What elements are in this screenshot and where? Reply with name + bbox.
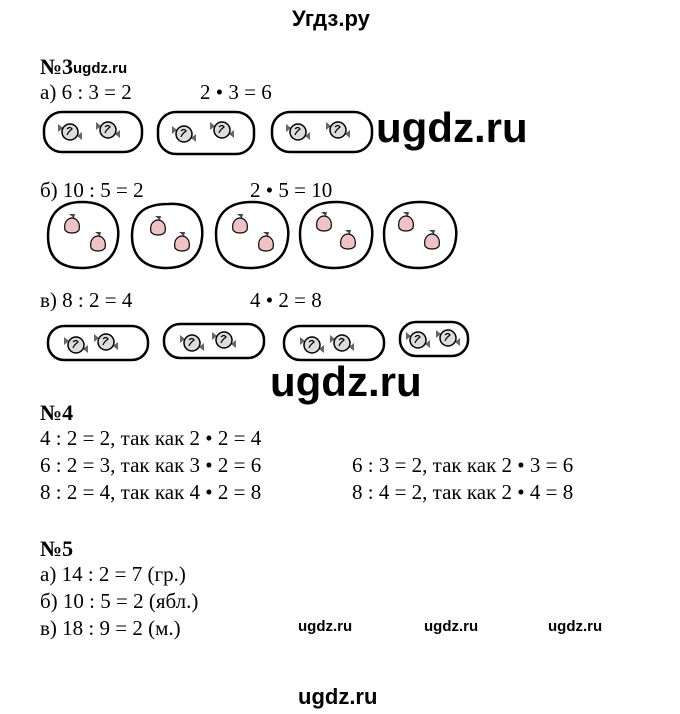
task-4-line: 6 : 2 = 3, так как 3 • 2 = 6 <box>40 453 262 477</box>
wrapped-candy-icon <box>94 334 118 350</box>
wrapped-candy-icon <box>58 124 82 140</box>
watermark-big-2: ugdz.ru <box>270 358 422 405</box>
watermark-inline: ugdz.ru <box>73 60 128 77</box>
pink-bag-icon <box>91 232 106 251</box>
task-4-line: 4 : 2 = 2, так как 2 • 2 = 4 <box>40 426 262 450</box>
task-5-number: №5 <box>40 536 74 561</box>
task-5-line: б) 10 : 5 = 2 (ябл.) <box>40 589 199 613</box>
wrapped-candy-icon <box>210 122 234 138</box>
wrapped-candy-icon <box>212 332 236 348</box>
watermark-big-1: ugdz.ru <box>376 104 528 151</box>
task-3c-division: в) 8 : 2 = 4 <box>40 288 133 312</box>
wrapped-candy-icon <box>96 122 120 138</box>
task-4-line: 8 : 4 = 2, так как 2 • 4 = 8 <box>352 480 574 504</box>
bag-group <box>132 204 202 268</box>
pink-bag-icon <box>341 230 356 249</box>
task-4-line: 8 : 2 = 4, так как 4 • 2 = 8 <box>40 480 262 504</box>
watermark-small: ugdz.ru <box>424 618 479 635</box>
wrapped-candy-icon <box>180 335 204 351</box>
wrapped-candy-icon <box>406 332 430 348</box>
candy-group <box>48 326 148 360</box>
candy-group <box>164 324 264 358</box>
task-3b-division: б) 10 : 5 = 2 <box>40 178 144 202</box>
candy-group <box>44 112 142 152</box>
bag-group <box>48 202 118 268</box>
wrapped-candy-icon <box>286 124 310 140</box>
task-4-line: 6 : 3 = 2, так как 2 • 3 = 6 <box>352 453 574 477</box>
wrapped-candy-icon <box>330 335 354 351</box>
site-title: Угдз.ру <box>292 6 370 31</box>
bag-group <box>300 202 372 268</box>
watermark-small: ugdz.ru <box>548 618 603 635</box>
pink-bag-icon <box>259 232 274 251</box>
candy-group <box>400 322 468 356</box>
bag-group <box>216 202 288 268</box>
task-3-number: №3 <box>40 54 74 79</box>
task-3a-division: а) 6 : 3 = 2 <box>40 80 132 104</box>
candy-group <box>284 326 384 360</box>
candy-group <box>158 112 254 154</box>
pink-bag-icon <box>425 230 440 249</box>
wrapped-candy-icon <box>436 330 460 346</box>
pink-bag-icon <box>175 232 190 251</box>
task-3b-multiplication: 2 • 5 = 10 <box>250 178 333 202</box>
task-4-number: №4 <box>40 400 74 425</box>
pink-bag-icon <box>399 212 414 231</box>
wrapped-candy-icon <box>326 122 350 138</box>
pink-bag-icon <box>317 212 332 231</box>
candy-groups-row-a <box>40 108 380 160</box>
pink-bag-icon <box>65 214 80 233</box>
task-5-line: в) 18 : 9 = 2 (м.) <box>40 616 181 640</box>
task-5-line: а) 14 : 2 = 7 (гр.) <box>40 562 186 586</box>
watermark-small: ugdz.ru <box>298 618 353 635</box>
task-3c-multiplication: 4 • 2 = 8 <box>250 288 322 312</box>
pink-bag-icon <box>151 216 166 235</box>
bag-groups-row-b <box>44 198 464 272</box>
watermark-bottom: ugdz.ru <box>298 684 378 709</box>
pink-bag-icon <box>233 214 248 233</box>
wrapped-candy-icon <box>64 337 88 353</box>
candy-group <box>272 112 372 152</box>
wrapped-candy-icon <box>300 337 324 353</box>
wrapped-candy-icon <box>172 126 196 142</box>
task-3a-multiplication: 2 • 3 = 6 <box>200 80 272 104</box>
bag-group <box>384 202 456 268</box>
